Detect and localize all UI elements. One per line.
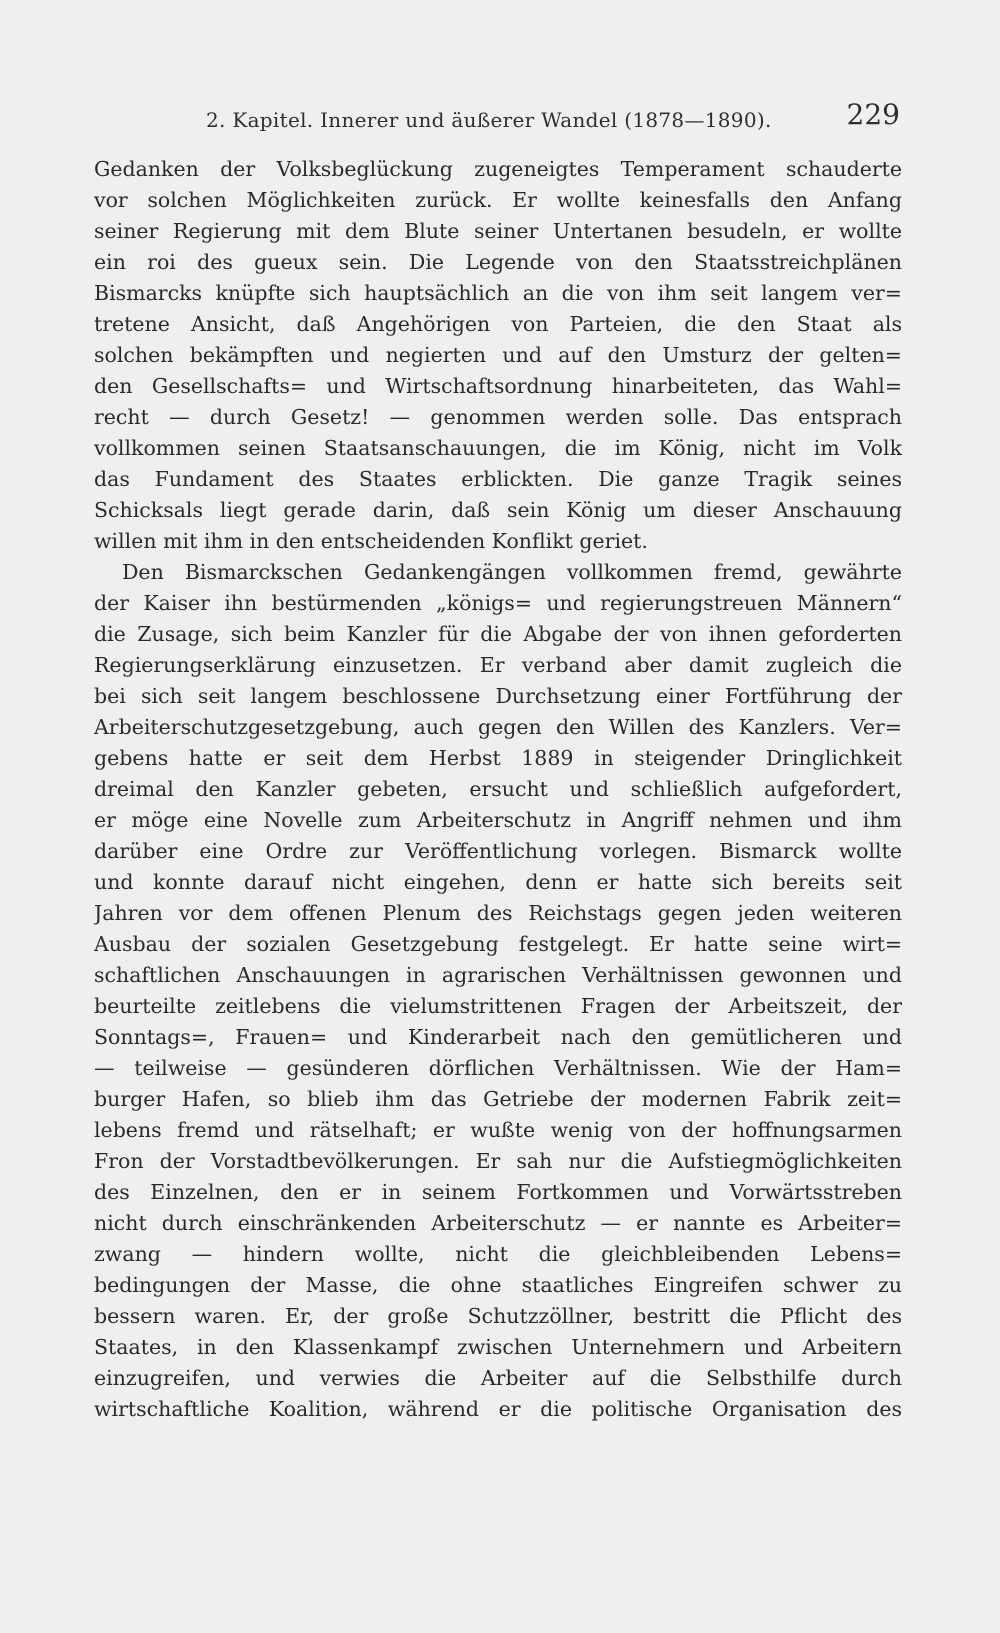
text-line: tretene Ansicht, daß Angehörigen von Parteien, die den Staat als [94,312,902,336]
text-line: schaftlichen Anschauungen in agrarischen Verhältnissen gewonnen und [94,963,902,987]
text-line: des Einzelnen, den er in seinem Fortkommen und Vorwärtsstreben [94,1180,902,1204]
text-line: Regierungserklärung einzusetzen. Er verband aber damit zugleich die [94,653,902,677]
paragraph-end-line: willen mit ihm in den entscheidenden Konflikt geriet. [94,529,648,553]
text-line: recht — durch Gesetz! — genommen werden solle. Das entsprach [94,405,902,429]
text-line: Arbeiterschutzgesetzgebung, auch gegen den Willen des Kanzlers. Ver= [94,715,902,739]
text-line: Fron der Vorstadtbevölkerungen. Er sah nur die Aufstiegmöglichkeiten [94,1149,902,1173]
text-line: darüber eine Ordre zur Veröffentlichung vorlegen. Bismarck wollte [94,839,902,863]
text-line: — teilweise — gesünderen dörflichen Verhältnissen. Wie der Ham= [94,1056,902,1080]
text-line: dreimal den Kanzler gebeten, ersucht und schließlich aufgefordert, [94,777,902,801]
text-line: bei sich seit langem beschlossene Durchsetzung einer Fortführung der [94,684,902,708]
text-line: gebens hatte er seit dem Herbst 1889 in steigender Dringlichkeit [94,746,902,770]
text-line: lebens fremd und rätselhaft; er wußte wenig von der hoffnungsarmen [94,1118,902,1142]
text-line: der Kaiser ihn bestürmenden „königs= und regierungstreuen Männern“ [94,591,902,615]
text-line: wirtschaftliche Koalition, während er die politische Organisation des [94,1397,902,1421]
text-line: nicht durch einschränkenden Arbeiterschutz — er nannte es Arbeiter= [94,1211,902,1235]
text-line: Gedanken der Volksbeglückung zugeneigtes Temperament schauderte [94,157,902,181]
text-line: einzugreifen, und verwies die Arbeiter auf die Selbsthilfe durch [94,1366,902,1390]
page-number: 229 [846,98,900,131]
text-line: er möge eine Novelle zum Arbeiterschutz in Angriff nehmen und ihm [94,808,902,832]
text-line: seiner Regierung mit dem Blute seiner Untertanen besudeln, er wollte [94,219,902,243]
running-head [206,98,900,138]
paragraph-start-line: Den Bismarckschen Gedankengängen vollkommen fremd, gewährte [122,560,902,584]
text-line: burger Hafen, so blieb ihm das Getriebe der modernen Fabrik zeit= [94,1087,902,1111]
text-line: Schicksals liegt gerade darin, daß sein König um dieser Anschauung [94,498,902,522]
text-line: ein roi des gueux sein. Die Legende von den Staatsstreichplänen [94,250,902,274]
text-line: vollkommen seinen Staatsanschauungen, die im König, nicht im Volk [94,436,902,460]
text-line: bessern waren. Er, der große Schutzzöllner, bestritt die Pflicht des [94,1304,902,1328]
text-line: Staates, in den Klassenkampf zwischen Unternehmern und Arbeitern [94,1335,902,1359]
text-line: bedingungen der Masse, die ohne staatliches Eingreifen schwer zu [94,1273,902,1297]
text-line: Bismarcks knüpfte sich hauptsächlich an die von ihm seit langem ver= [94,281,902,305]
text-line: den Gesellschafts= und Wirtschaftsordnung hinarbeiteten, das Wahl= [94,374,902,398]
text-line: Sonntags=, Frauen= und Kinderarbeit nach den gemütlicheren und [94,1025,902,1049]
text-line: Jahren vor dem offenen Plenum des Reichstags gegen jeden weiteren [94,901,902,925]
text-line: solchen bekämpften und negierten und auf den Umsturz der gelten= [94,343,902,367]
text-line: zwang — hindern wollte, nicht die gleichbleibenden Lebens= [94,1242,902,1266]
text-line: beurteilte zeitlebens die vielumstrittenen Fragen der Arbeitszeit, der [94,994,902,1018]
text-line: vor solchen Möglichkeiten zurück. Er wollte keinesfalls den Anfang [94,188,902,212]
text-line: das Fundament des Staates erblickten. Die ganze Tragik seines [94,467,902,491]
running-title: 2. Kapitel. Innerer und äußerer Wandel (1878—1890). [206,108,772,132]
text-line: und konnte darauf nicht eingehen, denn er hatte sich bereits seit [94,870,902,894]
text-line: die Zusage, sich beim Kanzler für die Abgabe der von ihnen geforderten [94,622,902,646]
body-text [94,154,902,1425]
text-line: Ausbau der sozialen Gesetzgebung festgelegt. Er hatte seine wirt= [94,932,902,956]
